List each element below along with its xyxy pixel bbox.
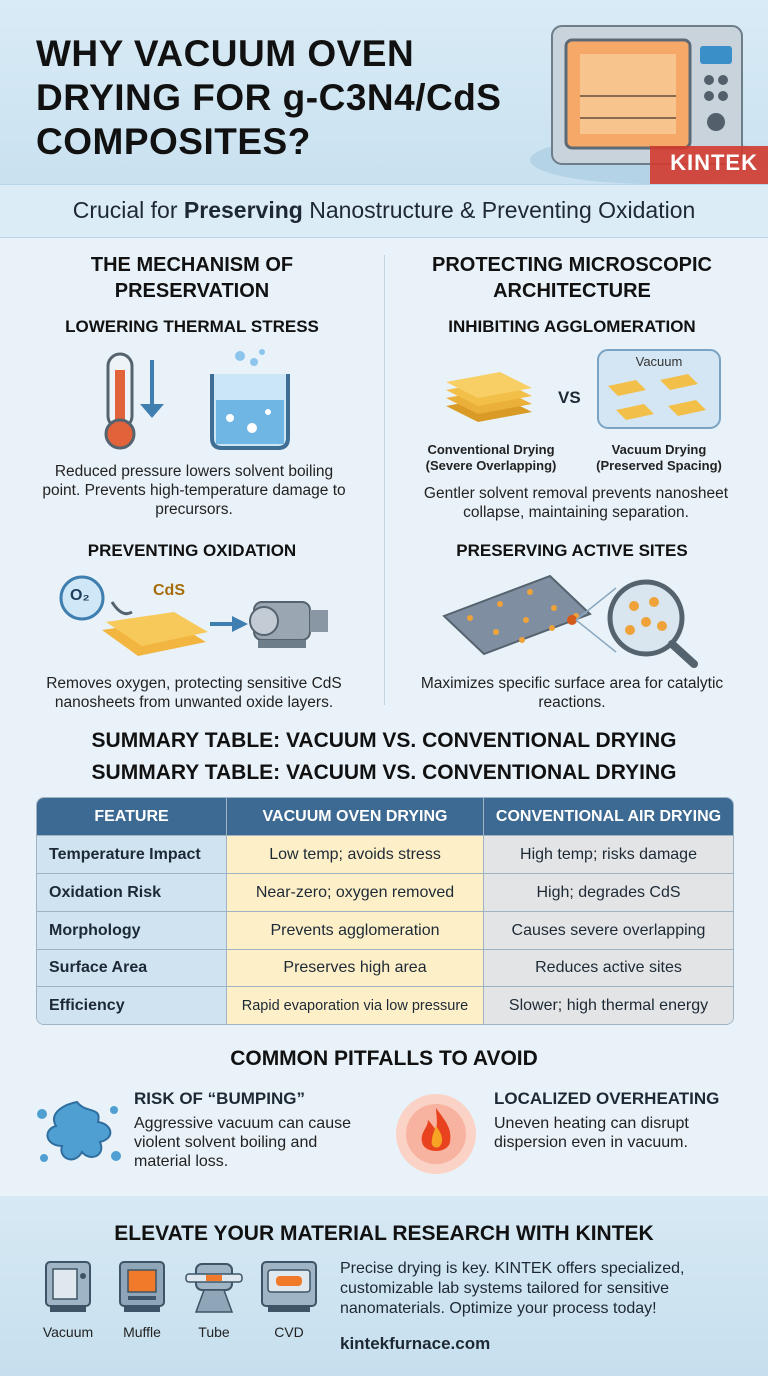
bumping-heading: RISK OF “BUMPING” [134, 1089, 305, 1108]
left-section-title: THE MECHANISM OF PRESERVATION [90, 254, 294, 302]
table-cell-feature: Surface Area [37, 950, 227, 987]
table-header-conventional: CONVENTIONAL AIR DRYING [484, 798, 733, 836]
table-cell-vacuum: Preserves high area [227, 950, 484, 987]
table-cell-conventional: High temp; risks damage [484, 836, 733, 874]
table-cell-feature: Oxidation Risk [37, 874, 227, 912]
surface-area-magnifier-icon [440, 566, 702, 670]
table-cell-conventional: High; degrades CdS [484, 874, 733, 912]
table-cell-conventional: Reduces active sites [484, 950, 733, 987]
product-label-vacuum: Vacuum [42, 1324, 94, 1340]
website-link[interactable]: kintekfurnace.com [340, 1334, 491, 1353]
table-cell-vacuum: Prevents agglomeration [227, 912, 484, 950]
table-header-feature: FEATURE [37, 798, 227, 836]
product-label-cvd: CVD [274, 1324, 304, 1340]
table-cell-feature: Morphology [37, 912, 227, 950]
muffle-furnace-icon [118, 1258, 166, 1314]
agglomeration-heading: INHIBITING AGGLOMERATION [448, 317, 696, 336]
summary-table [36, 797, 734, 1025]
product-label-tube: Tube [198, 1324, 230, 1340]
conventional-caption: Conventional Drying (Severe Overlapping) [425, 442, 557, 473]
product-label-muffle: Muffle [123, 1324, 161, 1340]
right-section-title: PROTECTING MICROSCOPIC ARCHITECTURE [431, 254, 712, 302]
overheating-heading: LOCALIZED OVERHEATING [494, 1089, 720, 1108]
header-banner [0, 0, 768, 184]
oxidation-description: Removes oxygen, protecting sensitive CdS nanosheets from unwanted oxide layers. [46, 675, 342, 711]
vacuum-box-label: Vacuum [635, 354, 683, 369]
thermal-stress-heading: LOWERING THERMAL STRESS [65, 317, 319, 336]
pitfalls-title: COMMON PITFALLS TO AVOID [230, 1047, 538, 1070]
summary-title-repeat: SUMMARY TABLE: VACUUM VS. CONVENTIONAL DRYING [91, 761, 677, 784]
footer-description: Precise drying is key. KINTEK offers specialized, customizable lab systems tailored for sensitive nanomaterials. Optimize your process today! [340, 1260, 685, 1317]
footer-title: ELEVATE YOUR MATERIAL RESEARCH WITH KINTEK [114, 1222, 654, 1245]
flame-icon [394, 1092, 478, 1176]
oxidation-heading: PREVENTING OXIDATION [87, 541, 297, 560]
table-cell-conventional: Causes severe overlapping [484, 912, 733, 950]
bumping-description: Aggressive vacuum can cause violent solvent boiling and material loss. [134, 1115, 351, 1170]
table-cell-feature: Efficiency [37, 987, 227, 1024]
subtitle-emphasis: Preserving [183, 197, 303, 223]
thermometer-beaker-icon [90, 348, 310, 452]
overheating-description: Uneven heating can disrupt dispersion even in vacuum. [494, 1115, 689, 1151]
summary-title: SUMMARY TABLE: VACUUM VS. CONVENTIONAL DRYING [91, 729, 677, 752]
section-divider [384, 255, 385, 705]
cvd-system-icon [260, 1258, 318, 1314]
agglomeration-description: Gentler solvent removal prevents nanosheet collapse, maintaining separation. [423, 485, 729, 521]
active-sites-description: Maximizes specific surface area for catalytic reactions. [420, 675, 724, 711]
stacked-nanosheets-icon [440, 366, 540, 426]
page-title: WHY VACUUM OVEN DRYING FOR g-C3N4/CdS COMPOSITES? [36, 33, 502, 162]
table-cell-vacuum: Rapid evaporation via low pressure [227, 987, 484, 1024]
subtitle [0, 197, 768, 224]
brand-logo: KINTEK [670, 150, 758, 175]
o2-label: O₂ [70, 587, 90, 604]
table-cell-conventional: Slower; high thermal energy [484, 987, 733, 1024]
subtitle-text: Crucial for [72, 197, 184, 223]
oxidation-process-icon [58, 572, 338, 660]
vacuum-oven-icon [44, 1258, 92, 1314]
active-sites-heading: PRESERVING ACTIVE SITES [456, 541, 688, 560]
vacuum-caption: Vacuum Drying (Preserved Spacing) [596, 442, 722, 473]
table-cell-vacuum: Low temp; avoids stress [227, 836, 484, 874]
thermal-stress-description: Reduced pressure lowers solvent boiling point. Prevents high-temperature damage to precursors. [42, 463, 346, 518]
vs-label: VS [558, 388, 581, 407]
table-header-vacuum: VACUUM OVEN DRYING [227, 798, 484, 836]
cds-label: CdS [153, 582, 185, 599]
splash-icon [32, 1092, 122, 1170]
tube-furnace-icon [184, 1258, 244, 1316]
table-cell-vacuum: Near-zero; oxygen removed [227, 874, 484, 912]
table-cell-feature: Temperature Impact [37, 836, 227, 874]
subtitle-text-end: Nanostructure & Preventing Oxidation [302, 197, 696, 223]
